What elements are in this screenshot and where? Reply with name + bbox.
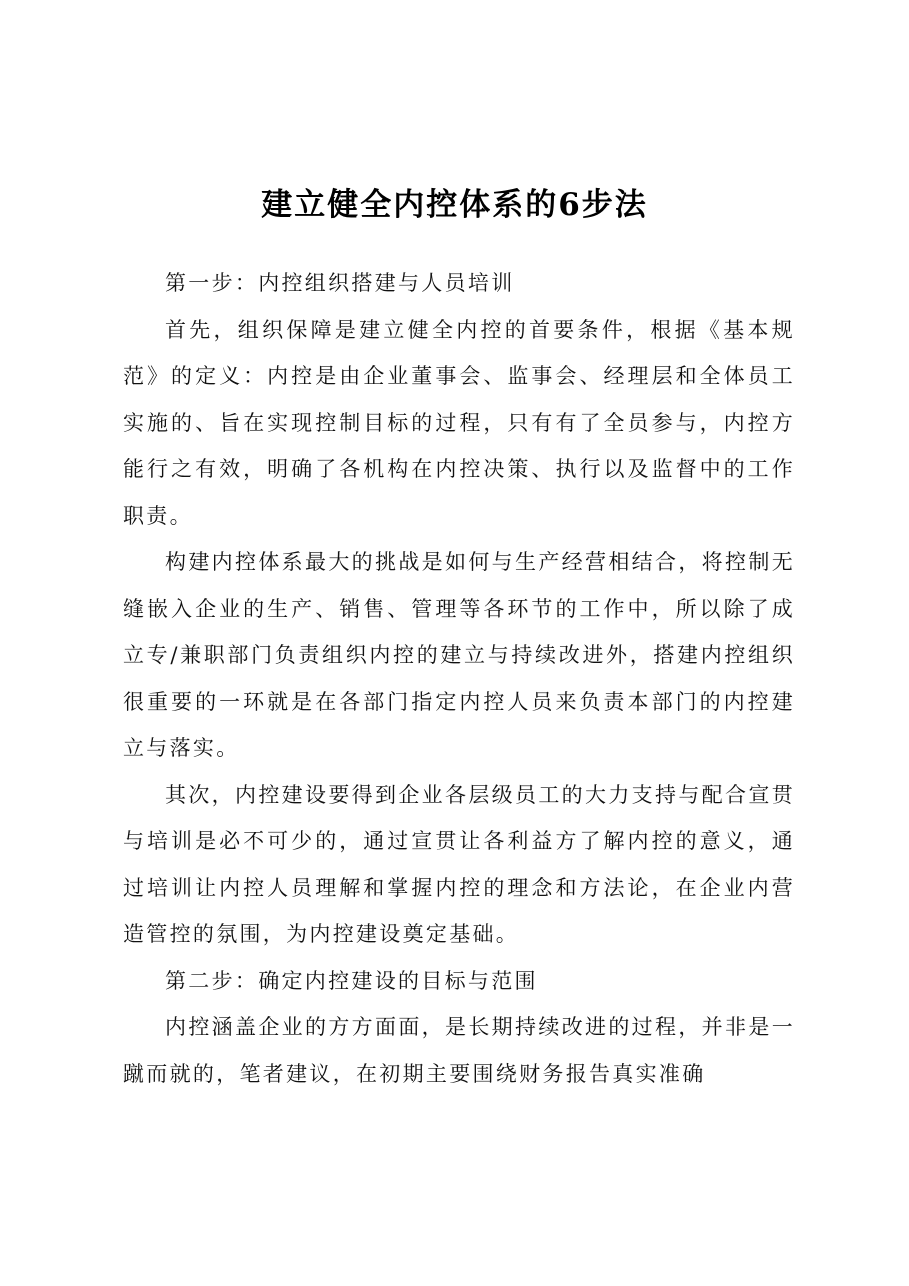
paragraph-challenge: 构建内控体系最大的挑战是如何与生产经营相结合，将控制无缝嵌入企业的生产、销售、管理等各环节的工作中，所以除了成立专/兼职部门负责组织内控的建立与持续改进外，搭建内控组织很重要的一环就是在各部门指定内控人员来负责本部门的内控建立与落实。 [123, 550, 795, 760]
step-2-heading: 第二步：确定内控建设的目标与范围 [165, 968, 538, 993]
document-body [123, 260, 795, 1097]
step-1-heading: 第一步：内控组织搭建与人员培训 [165, 271, 515, 295]
paragraph-scope: 内控涵盖企业的方方面面，是长期持续改进的过程，并非是一蹴而就的，笔者建议，在初期主要围绕财务报告真实准确 [123, 1015, 795, 1086]
paragraph-training: 其次，内控建设要得到企业各层级员工的大力支持与配合宣贯与培训是必不可少的，通过宣贯让各利益方了解内控的意义，通过培训让内控人员理解和掌握内控的理念和方法论，在企业内营造管控的氛围，为内控建设奠定基础。 [123, 782, 795, 946]
document-title: 建立健全内控体系的6步法 [261, 186, 648, 223]
paragraph-organization: 首先，组织保障是建立健全内控的首要条件，根据《基本规范》的定义：内控是由企业董事会、监事会、经理层和全体员工实施的、旨在实现控制目标的过程，只有有了全员参与，内控方能行之有效，明确了各机构在内控决策、执行以及监督中的工作职责。 [123, 317, 795, 528]
